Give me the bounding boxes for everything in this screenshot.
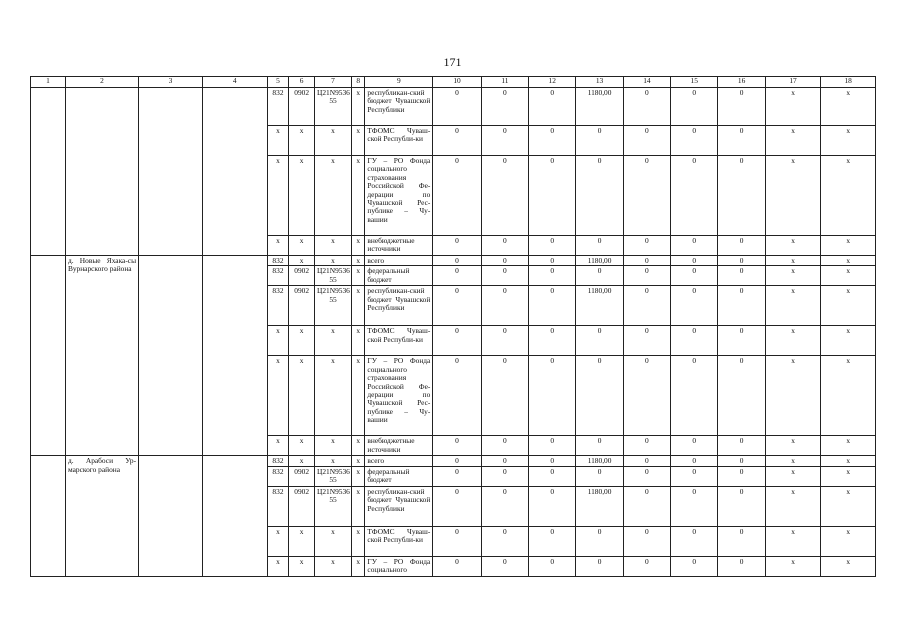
- column-header: 5: [267, 77, 289, 88]
- cell-col12: 0: [529, 88, 576, 126]
- cell-col5: x: [267, 526, 289, 556]
- column-header: 14: [623, 77, 670, 88]
- cell-col16: 0: [718, 456, 765, 466]
- cell-col18: x: [821, 256, 876, 266]
- cell-col7: Ц21N9536 55: [315, 466, 352, 486]
- cell-location: [65, 88, 138, 256]
- cell-col11: 0: [481, 256, 528, 266]
- cell-col6: 0902: [289, 88, 315, 126]
- cell-col6: 0902: [289, 486, 315, 526]
- cell-col8: x: [352, 436, 365, 456]
- cell-col14: 0: [623, 436, 670, 456]
- cell-source: ТФОМС Чуваш-ской Республи-ки: [365, 126, 433, 156]
- cell-col7: Ц21N9536 55: [315, 88, 352, 126]
- cell-col17: x: [765, 266, 821, 286]
- cell-source: всего: [365, 256, 433, 266]
- cell-col11: 0: [481, 156, 528, 236]
- cell-col5: x: [267, 236, 289, 256]
- column-header: 17: [765, 77, 821, 88]
- cell-source: внебюджетные источники: [365, 236, 433, 256]
- cell-number: [31, 88, 66, 256]
- cell-col15: 0: [671, 236, 718, 256]
- cell-col16: 0: [718, 256, 765, 266]
- table-row: [31, 88, 876, 126]
- cell-col14: 0: [623, 356, 670, 436]
- cell-col14: 0: [623, 456, 670, 466]
- column-header: 6: [289, 77, 315, 88]
- table-row: [31, 256, 876, 266]
- cell-col11: 0: [481, 326, 528, 356]
- cell-source: федеральный бюджет: [365, 466, 433, 486]
- cell-col17: x: [765, 556, 821, 576]
- cell-col17: x: [765, 326, 821, 356]
- column-header: 18: [821, 77, 876, 88]
- cell-col15: 0: [671, 356, 718, 436]
- cell-col12: 0: [529, 266, 576, 286]
- cell-col12: 0: [529, 156, 576, 236]
- cell-col13: 0: [576, 236, 623, 256]
- cell-source: ТФОМС Чуваш-ской Республи-ки: [365, 326, 433, 356]
- cell-col6: 0902: [289, 266, 315, 286]
- cell-col14: 0: [623, 236, 670, 256]
- cell-col6: 0902: [289, 466, 315, 486]
- cell-col15: 0: [671, 526, 718, 556]
- cell-col10: 0: [433, 556, 481, 576]
- cell-col14: 0: [623, 286, 670, 326]
- cell-col5: x: [267, 156, 289, 236]
- cell-location: д. Новые Яхака-сы Вурнарского района: [65, 256, 138, 456]
- cell-col11: 0: [481, 456, 528, 466]
- cell-col12: 0: [529, 286, 576, 326]
- cell-col16: 0: [718, 88, 765, 126]
- cell-col13: 0: [576, 436, 623, 456]
- cell-col18: x: [821, 236, 876, 256]
- cell-col15: 0: [671, 556, 718, 576]
- cell-col18: x: [821, 88, 876, 126]
- cell-col18: x: [821, 486, 876, 526]
- cell-col16: 0: [718, 556, 765, 576]
- cell-col5: 832: [267, 266, 289, 286]
- cell-col10: 0: [433, 486, 481, 526]
- cell-col5: 832: [267, 456, 289, 466]
- cell-col8: x: [352, 286, 365, 326]
- cell-col14: 0: [623, 88, 670, 126]
- cell-source: федеральный бюджет: [365, 266, 433, 286]
- cell-col6: x: [289, 356, 315, 436]
- cell-col16: 0: [718, 486, 765, 526]
- cell-col7: x: [315, 356, 352, 436]
- cell-col13: 0: [576, 356, 623, 436]
- cell-col16: 0: [718, 156, 765, 236]
- cell-col13: 0: [576, 266, 623, 286]
- cell-col15: 0: [671, 256, 718, 266]
- cell-col18: x: [821, 326, 876, 356]
- column-header: 4: [202, 77, 267, 88]
- cell-col14: 0: [623, 326, 670, 356]
- cell-col12: 0: [529, 466, 576, 486]
- cell-col18: x: [821, 556, 876, 576]
- cell-col7: x: [315, 526, 352, 556]
- cell-col17: x: [765, 236, 821, 256]
- cell-col6: x: [289, 236, 315, 256]
- cell-col13: 1180,00: [576, 88, 623, 126]
- cell-col11: 0: [481, 466, 528, 486]
- cell-col13: 1180,00: [576, 456, 623, 466]
- cell-col17: x: [765, 436, 821, 456]
- cell-col6: x: [289, 436, 315, 456]
- cell-col3: [139, 88, 203, 256]
- column-header: 13: [576, 77, 623, 88]
- cell-col15: 0: [671, 126, 718, 156]
- cell-source: внебюджетные источники: [365, 436, 433, 456]
- cell-col18: x: [821, 436, 876, 456]
- cell-col8: x: [352, 88, 365, 126]
- cell-col5: 832: [267, 466, 289, 486]
- page-number: 171: [443, 55, 462, 69]
- cell-source: республикан-ский бюджет Чувашской Республики: [365, 486, 433, 526]
- cell-col16: 0: [718, 126, 765, 156]
- cell-col7: x: [315, 156, 352, 236]
- cell-col13: 1180,00: [576, 256, 623, 266]
- cell-col15: 0: [671, 286, 718, 326]
- cell-col15: 0: [671, 486, 718, 526]
- cell-col13: 0: [576, 466, 623, 486]
- cell-col12: 0: [529, 486, 576, 526]
- cell-col17: x: [765, 88, 821, 126]
- cell-col5: x: [267, 326, 289, 356]
- cell-col6: x: [289, 556, 315, 576]
- cell-source: ГУ – РО Фонда социального страхования Российской Фе-дерации по Чувашской Рес-публике – Чу-вашии: [365, 356, 433, 436]
- cell-col17: x: [765, 526, 821, 556]
- column-header: 1: [31, 77, 66, 88]
- cell-col10: 0: [433, 236, 481, 256]
- cell-col8: x: [352, 556, 365, 576]
- cell-col8: x: [352, 266, 365, 286]
- cell-number: [31, 456, 66, 576]
- cell-col7: x: [315, 326, 352, 356]
- cell-col7: Ц21N9536 55: [315, 486, 352, 526]
- cell-col7: x: [315, 256, 352, 266]
- cell-col6: x: [289, 126, 315, 156]
- cell-location: д. Арабоси Ур-марского района: [65, 456, 138, 576]
- column-header: 3: [139, 77, 203, 88]
- cell-col17: x: [765, 126, 821, 156]
- cell-col14: 0: [623, 466, 670, 486]
- table-row: [31, 456, 876, 466]
- cell-col16: 0: [718, 286, 765, 326]
- cell-col5: 832: [267, 486, 289, 526]
- cell-col3: [139, 456, 203, 576]
- cell-col7: Ц21N9536 55: [315, 266, 352, 286]
- cell-col7: x: [315, 556, 352, 576]
- cell-col13: 0: [576, 556, 623, 576]
- cell-col11: 0: [481, 286, 528, 326]
- cell-col4: [202, 88, 267, 256]
- cell-col5: x: [267, 126, 289, 156]
- cell-col13: 0: [576, 156, 623, 236]
- cell-number: [31, 256, 66, 456]
- cell-col13: 0: [576, 126, 623, 156]
- cell-col13: 0: [576, 526, 623, 556]
- cell-col14: 0: [623, 526, 670, 556]
- column-header: 9: [365, 77, 433, 88]
- column-header: 10: [433, 77, 481, 88]
- cell-col6: x: [289, 456, 315, 466]
- cell-col18: x: [821, 456, 876, 466]
- cell-col12: 0: [529, 436, 576, 456]
- cell-col6: x: [289, 256, 315, 266]
- cell-col12: 0: [529, 456, 576, 466]
- cell-col14: 0: [623, 266, 670, 286]
- cell-col7: x: [315, 456, 352, 466]
- column-header: 8: [352, 77, 365, 88]
- column-header: 7: [315, 77, 352, 88]
- column-header: 16: [718, 77, 765, 88]
- cell-source: республикан-ский бюджет Чувашской Республики: [365, 286, 433, 326]
- cell-source: ГУ – РО Фонда социального: [365, 556, 433, 576]
- cell-col16: 0: [718, 326, 765, 356]
- cell-col10: 0: [433, 126, 481, 156]
- cell-col15: 0: [671, 466, 718, 486]
- cell-col13: 1180,00: [576, 486, 623, 526]
- cell-col18: x: [821, 526, 876, 556]
- cell-col8: x: [352, 156, 365, 236]
- cell-col8: x: [352, 326, 365, 356]
- cell-col12: 0: [529, 236, 576, 256]
- cell-col17: x: [765, 456, 821, 466]
- cell-col8: x: [352, 466, 365, 486]
- cell-col11: 0: [481, 266, 528, 286]
- cell-col11: 0: [481, 556, 528, 576]
- cell-col17: x: [765, 466, 821, 486]
- cell-col8: x: [352, 126, 365, 156]
- cell-col10: 0: [433, 256, 481, 266]
- cell-col12: 0: [529, 526, 576, 556]
- cell-col7: x: [315, 126, 352, 156]
- cell-col16: 0: [718, 436, 765, 456]
- cell-col16: 0: [718, 356, 765, 436]
- cell-col16: 0: [718, 466, 765, 486]
- cell-col15: 0: [671, 266, 718, 286]
- cell-col5: 832: [267, 256, 289, 266]
- cell-col18: x: [821, 356, 876, 436]
- cell-col10: 0: [433, 456, 481, 466]
- cell-col11: 0: [481, 526, 528, 556]
- cell-col8: x: [352, 256, 365, 266]
- column-header: 15: [671, 77, 718, 88]
- table-body: [31, 88, 876, 577]
- cell-col17: x: [765, 156, 821, 236]
- cell-col5: 832: [267, 88, 289, 126]
- cell-col14: 0: [623, 556, 670, 576]
- cell-col17: x: [765, 256, 821, 266]
- cell-col8: x: [352, 236, 365, 256]
- cell-col18: x: [821, 266, 876, 286]
- cell-col11: 0: [481, 436, 528, 456]
- cell-col7: x: [315, 236, 352, 256]
- cell-col3: [139, 256, 203, 456]
- cell-col17: x: [765, 486, 821, 526]
- cell-col5: x: [267, 436, 289, 456]
- cell-source: ГУ – РО Фонда социального страхования Российской Фе-дерации по Чувашской Рес-публике – Чу-вашии: [365, 156, 433, 236]
- cell-col10: 0: [433, 526, 481, 556]
- cell-col13: 1180,00: [576, 286, 623, 326]
- cell-col17: x: [765, 356, 821, 436]
- header-row: [31, 77, 876, 88]
- cell-col14: 0: [623, 486, 670, 526]
- cell-col11: 0: [481, 356, 528, 436]
- cell-col17: x: [765, 286, 821, 326]
- budget-table: [30, 76, 876, 577]
- cell-col15: 0: [671, 88, 718, 126]
- cell-col7: Ц21N9536 55: [315, 286, 352, 326]
- cell-col8: x: [352, 456, 365, 466]
- cell-col12: 0: [529, 126, 576, 156]
- cell-col5: x: [267, 556, 289, 576]
- cell-col14: 0: [623, 156, 670, 236]
- cell-col16: 0: [718, 236, 765, 256]
- cell-col12: 0: [529, 256, 576, 266]
- cell-col12: 0: [529, 556, 576, 576]
- cell-col16: 0: [718, 266, 765, 286]
- cell-col12: 0: [529, 326, 576, 356]
- cell-col14: 0: [623, 126, 670, 156]
- cell-source: республикан-ский бюджет Чувашской Республики: [365, 88, 433, 126]
- cell-col11: 0: [481, 236, 528, 256]
- cell-col15: 0: [671, 326, 718, 356]
- cell-col15: 0: [671, 436, 718, 456]
- cell-col8: x: [352, 526, 365, 556]
- cell-col15: 0: [671, 456, 718, 466]
- cell-col10: 0: [433, 286, 481, 326]
- cell-col11: 0: [481, 88, 528, 126]
- cell-col12: 0: [529, 356, 576, 436]
- cell-col4: [202, 456, 267, 576]
- cell-col10: 0: [433, 88, 481, 126]
- cell-col7: x: [315, 436, 352, 456]
- cell-col6: x: [289, 326, 315, 356]
- cell-col6: 0902: [289, 286, 315, 326]
- cell-col4: [202, 256, 267, 456]
- cell-col18: x: [821, 466, 876, 486]
- column-header: 2: [65, 77, 138, 88]
- cell-col10: 0: [433, 156, 481, 236]
- cell-col10: 0: [433, 466, 481, 486]
- cell-col5: 832: [267, 286, 289, 326]
- cell-source: всего: [365, 456, 433, 466]
- cell-col8: x: [352, 356, 365, 436]
- column-header: 12: [529, 77, 576, 88]
- cell-col14: 0: [623, 256, 670, 266]
- cell-col11: 0: [481, 486, 528, 526]
- cell-col16: 0: [718, 526, 765, 556]
- cell-col11: 0: [481, 126, 528, 156]
- cell-col6: x: [289, 156, 315, 236]
- cell-col18: x: [821, 286, 876, 326]
- cell-source: ТФОМС Чуваш-ской Республи-ки: [365, 526, 433, 556]
- cell-col10: 0: [433, 326, 481, 356]
- cell-col18: x: [821, 156, 876, 236]
- cell-col10: 0: [433, 436, 481, 456]
- cell-col6: x: [289, 526, 315, 556]
- cell-col10: 0: [433, 356, 481, 436]
- cell-col13: 0: [576, 326, 623, 356]
- cell-col15: 0: [671, 156, 718, 236]
- cell-col8: x: [352, 486, 365, 526]
- cell-col5: x: [267, 356, 289, 436]
- cell-col18: x: [821, 126, 876, 156]
- column-header: 11: [481, 77, 528, 88]
- cell-col10: 0: [433, 266, 481, 286]
